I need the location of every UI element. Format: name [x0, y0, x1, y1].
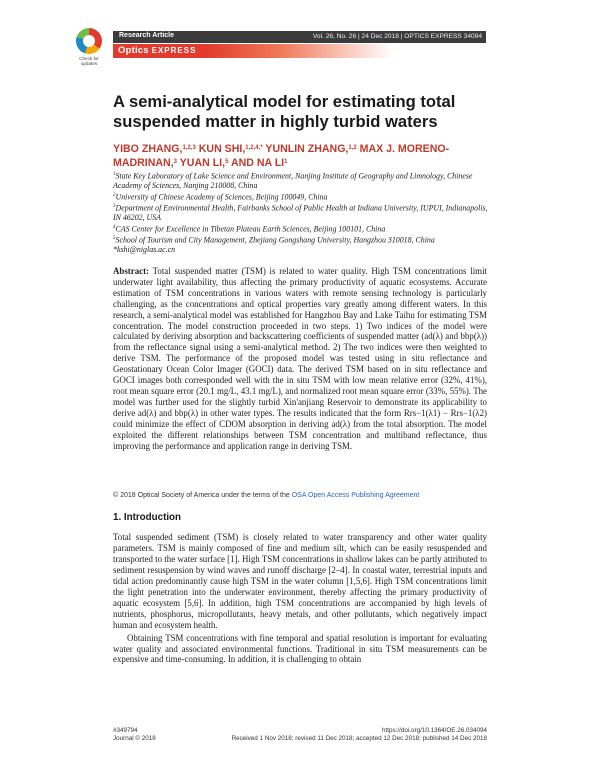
abstract-label: Abstract: — [113, 266, 149, 276]
author — [113, 143, 196, 155]
affiliation-text: School of Tourism and City Management, Zhejiang Gongshang University, Hangzhou 310018, China — [115, 235, 435, 245]
paragraph: Total suspended sediment (TSM) is closely related to water transparency and other water quality parameters. TSM is mainly composed of fine and medium silt, which can be easily resuspended and transported to the water surface [1]. High TSM concentrations in shallow lakes can be partly attributed to sediment resuspension by wind waves and runoff discharge [2–4]. In coastal water, terrestrial inputs and tidal action predominantly cause high TSM in the water column [1,5,6]. High TSM concentrations limit the light penetration into the underwater environment, thereby affecting the primary productivity of aquatic ecosystem [5,6]. In addition, high TSM concentrations are accompanied by high levels of nutrients, phosphorus, micropollutants, heavy metals, and other pollutants, which negatively impact human and ecosystem health. — [113, 532, 487, 630]
affiliation-item — [113, 234, 493, 245]
journal-name-part2: EXPRESS — [151, 46, 197, 55]
check-for-updates-text: Check for updates — [79, 56, 99, 67]
citation-line: Vol. 26, No. 26 | 24 Dec 2018 | OPTICS EXPRESS 34094 — [312, 33, 482, 40]
author-affiliation-marker: 1,2,3 — [182, 145, 196, 151]
section-body — [113, 532, 487, 665]
author — [180, 157, 229, 169]
affiliation-marker: 1 — [113, 172, 116, 177]
affiliation-item — [113, 191, 493, 202]
affiliation-item — [113, 170, 493, 191]
author-list — [113, 142, 493, 170]
affiliation-text: Department of Environmental Health, Fairbanks School of Public Health at Indiana University, IUPUI, Indianapolis, IN 46202, USA — [113, 203, 488, 223]
header-bar — [113, 31, 486, 43]
journal-banner — [113, 44, 486, 58]
author-affiliation-marker: 1,2 — [348, 145, 357, 151]
journal-copyright: Journal © 2018 — [113, 735, 156, 742]
author-affiliation-marker: 3 — [173, 159, 177, 165]
abstract-text: Total suspended matter (TSM) is related to water quality. High TSM concentrations limit underwater light availability, thus affecting the primary productivity of aquatic ecosystems. Accurate estimation of TSM concentrations in various waters with remote sensing technology is particularly challenging, as the concentrations and optical properties vary greatly among different waters. In this research, a semi-analytical model was established for Hangzhou Bay and Lake Taihu for estimating TSM concentration. The model construction proceeded in two steps. 1) Two indices of the model were calculated by deriving absorption and backscattering coefficients of suspended matter (ad(λ) and bbp(λ)) from the reflectance signal using a semi-analytical method. 2) The two indices were then weighted to derive TSM. The performance of the proposed model was tested using in situ reflectance and Geostationary Ocean Color Imager (GOCI) data. The derived TSM based on in situ reflectance and GOCI images both corresponded well with the in situ TSM with low mean relative error (32%, 41%), root mean square error (20.1 mg/L, 43.1 mg/L), and normalized root mean square error (33%, 55%). The model was further used for the slightly turbid Xin'anjiang Reservoir to demonstrate its applicability to derive ad(λ) and bbp(λ) in other water types. The results indicated that the form Rrs−1(λ1) − Rrs−1(λ2) could minimize the effect of CDOM absorption in deriving ad(λ) from the total absorption. The model exploited the different relationships between TSM concentration and multiband reflectance, thus improving the performance and application range in deriving TSM. — [113, 266, 487, 451]
affiliation-item — [113, 223, 493, 234]
copyright-text: © 2018 Optical Society of America under the terms of the — [113, 492, 290, 499]
affiliation-text: University of Chinese Academy of Sciences, Beijing 100049, China — [115, 192, 328, 202]
author-name: YUNLIN ZHANG, — [265, 143, 349, 155]
author-name: YUAN LI, — [179, 157, 226, 169]
author-affiliation-marker: 1,2,4,* — [245, 145, 263, 151]
doi-link[interactable]: https://doi.org/10.1364/OE.26.034094 — [381, 727, 487, 734]
affiliation-marker: 3 — [113, 204, 116, 210]
page-footer — [113, 727, 487, 743]
history-dates: Received 1 Nov 2018; revised 11 Dec 2018; accepted 12 Dec 2018; published 14 Dec 2018 — [231, 735, 487, 742]
author-affiliation-marker: 1 — [284, 159, 288, 165]
check-for-updates-logo[interactable] — [74, 28, 104, 66]
author — [231, 157, 288, 169]
copyright-notice — [113, 492, 493, 499]
license-link[interactable]: OSA Open Access Publishing Agreement — [291, 492, 420, 499]
paper-title: A semi-analytical model for estimating total suspended matter in highly turbid waters — [113, 92, 456, 131]
author — [265, 143, 356, 155]
author-name: KUN SHI, — [198, 143, 246, 155]
affiliation-text: CAS Center for Excellence in Tibetan Plateau Earth Sciences, Beijing 100101, China — [115, 224, 386, 234]
affiliation-item — [113, 245, 493, 255]
affiliation-marker: 4 — [113, 224, 116, 230]
section-heading: 1. Introduction — [113, 512, 182, 523]
author-name: MAX J. MORENO-MADRINAN, — [113, 143, 450, 169]
author-affiliation-marker: 5 — [225, 159, 229, 165]
journal-name-part1: Optics — [118, 45, 149, 56]
affiliation-item — [113, 202, 493, 223]
paragraph: Obtaining TSM concentrations with fine temporal and spatial resolution is important for evaluating water quality and associated environmental functions. Traditional in situ TSM measurements can be expensive and time-consuming. In addition, it is challenging to obtain — [113, 632, 487, 665]
affiliations — [113, 170, 493, 255]
affiliation-marker: 5 — [113, 236, 116, 242]
abstract — [113, 266, 487, 451]
author — [199, 143, 263, 155]
affiliation-text: State Key Laboratory of Lake Science and Environment, Nanjing Institute of Geography and Limnology, Chinese Academy of Sciences, Nanjing 210008, China — [113, 171, 473, 191]
author-name: AND NA LI — [230, 157, 285, 169]
affiliation-text: *kshi@niglas.ac.cn — [113, 245, 176, 255]
article-type: Research Article — [119, 32, 174, 39]
affiliation-marker: 2 — [113, 192, 116, 198]
journal-name — [118, 45, 196, 56]
article-id: #349794 — [113, 727, 138, 734]
crossmark-icon — [76, 28, 102, 54]
author-name: YIBO ZHANG, — [113, 143, 183, 155]
